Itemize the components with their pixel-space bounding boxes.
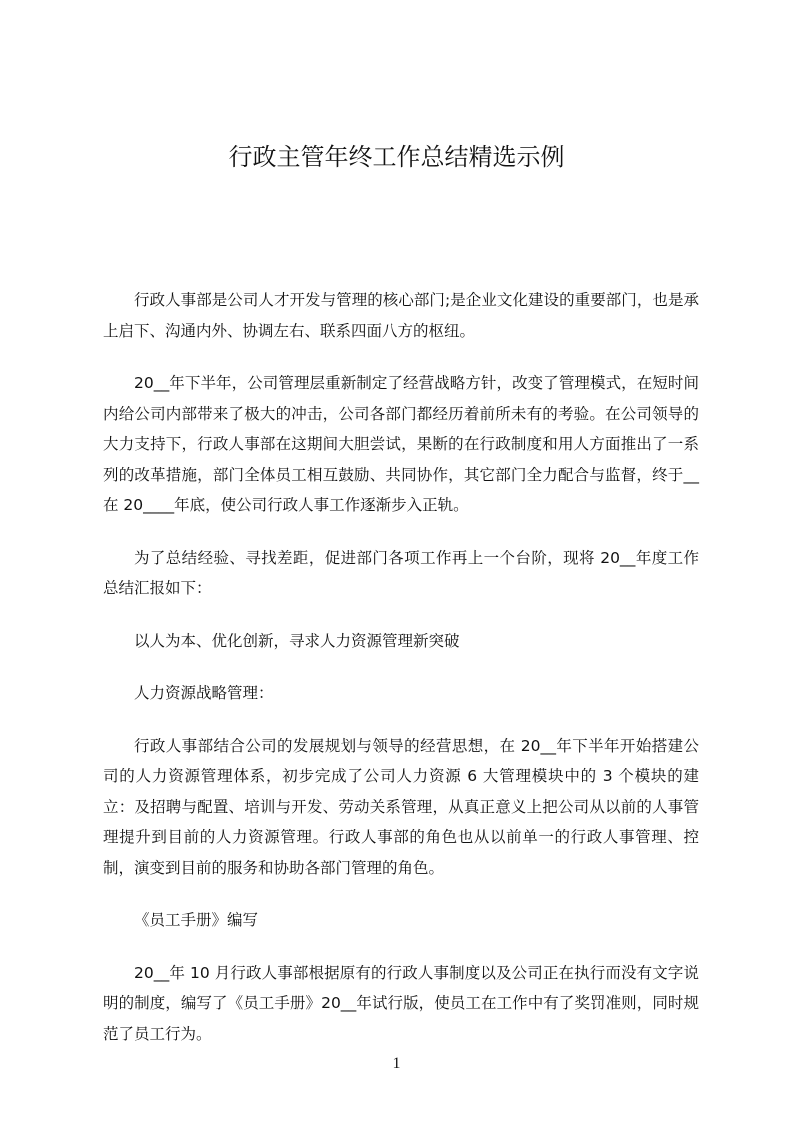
paragraph-hr-strategy: 行政人事部结合公司的发展规划与领导的经营思想，在 20__年下半年开始搭建公司的人力资源管理体系，初步完成了公司人力资源 6 大管理模块中的 3 个模块的建立：及招聘与配置、培训与开发、劳动关系管理，从真正意义上把公司从以前的人事管理提升到目前的人力资源管理。行政人事部的角色也从以前单一的行政人事管理、控制，演变到目前的服务和协助各部门管理的角色。 [103,736,699,877]
paragraph-background: 20__年下半年，公司管理层重新制定了经营战略方针，改变了管理模式，在短时间内给公司内部带来了极大的冲击，公司各部门都经历着前所未有的考验。在公司领导的大力支持下，行政人事部在这期间大胆尝试，果断的在行政制度和用人方面推出了一系列的改革措施，部门全体员工相互鼓励、共同协作，其它部门全力配合与监督，终于__在 20____年底，使公司行政人事工作逐渐步入正轨。 [103,374,699,514]
document-body [103,285,699,1071]
paragraph-intro: 行政人事部是公司人才开发与管理的核心部门;是企业文化建设的重要部门，也是承上启下、沟通内外、协调左右、联系四面八方的枢纽。 [103,291,699,340]
section-heading-hr-breakthrough: 以人为本、优化创新，寻求人力资源管理新突破 [134,631,460,650]
section-heading-hr-strategy: 人力资源战略管理： [134,684,274,702]
paragraph-purpose: 为了总结经验、寻找差距，促进部门各项工作再上一个台阶，现将 20__年度工作总结汇报如下： [103,548,699,597]
paragraph-employee-handbook: 20__年 10 月行政人事部根据原有的行政人事制度以及公司正在执行而没有文字说明的制度，编写了《员工手册》20__年试行版，使员工在工作中有了奖罚准则，同时规范了员工行为。 [103,963,699,1043]
page-number: 1 [392,1055,401,1072]
document-title: 行政主管年终工作总结精选示例 [228,143,565,171]
section-heading-employee-handbook: 《员工手册》编写 [134,911,259,929]
